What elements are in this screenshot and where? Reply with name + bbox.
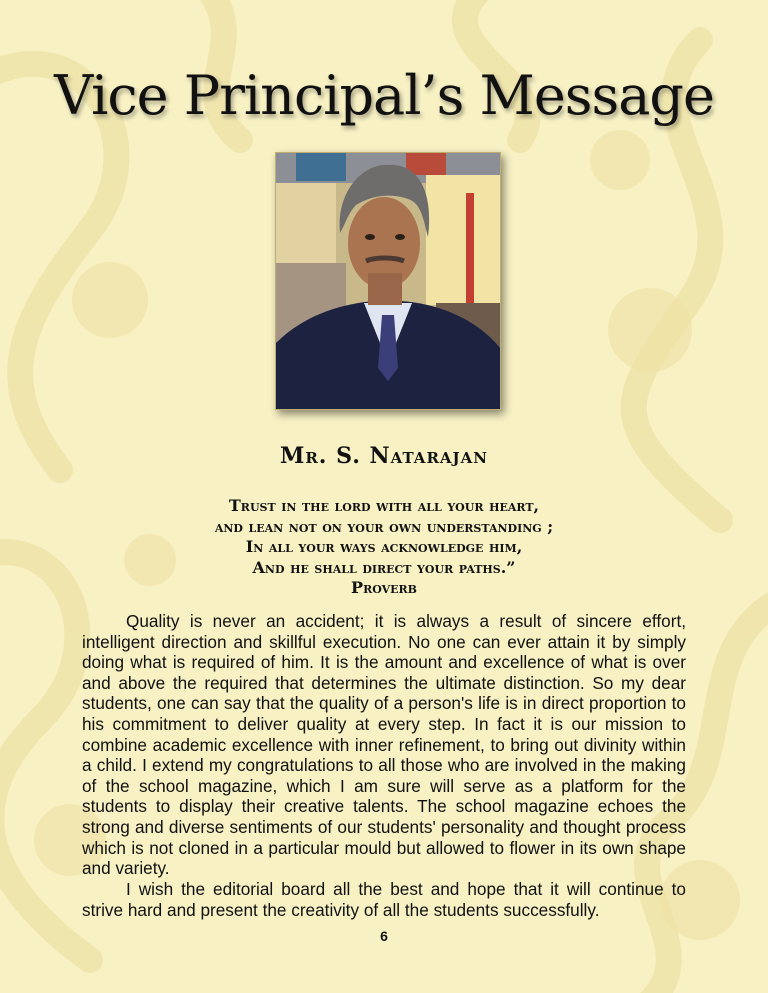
- message-paragraph: I wish the editorial board all the best and hope that it will continue to strive hard and present the creativity of all the students successfully.: [82, 879, 686, 920]
- page-number: 6: [380, 928, 388, 944]
- quote-line: and lean not on your own understanding ;: [214, 516, 554, 536]
- quote-source: Proverb: [351, 578, 417, 597]
- quote-line: In all your ways acknowledge him,: [245, 537, 523, 556]
- message-paragraph: Quality is never an accident; it is always a result of sincere effort, intelligent direction and skillful execution. No one can ever attain it by simply doing what is required of him. It is the amount and excellence of what is over and above the required that determines the ultimate distinction. So my dear students, one can say that the quality of a person's life is in direct proportion to his commitment to deliver quality at every step. In fact it is our mission to combine academic excellence with inner refinement, to bring out divinity within a child. I extend my congratulations to all those who are involved in the making of the school magazine, which I am sure will serve as a platform for the students to display their creative talents. The school magazine echoes the strong and diverse sentiments of our students' personality and thought process which is not cloned in a particular mould but allowed to flower in its own shape and variety.: [82, 611, 686, 879]
- page-title: Vice Principal’s Message: [54, 64, 714, 127]
- portrait-photo: [275, 152, 501, 410]
- author-name: Mr. S. Natarajan: [279, 443, 489, 469]
- quote-line: And he shall direct your paths.”: [252, 557, 516, 577]
- quote-line: Trust in the lord with all your heart,: [228, 496, 540, 515]
- proverb-quote: [0, 496, 768, 599]
